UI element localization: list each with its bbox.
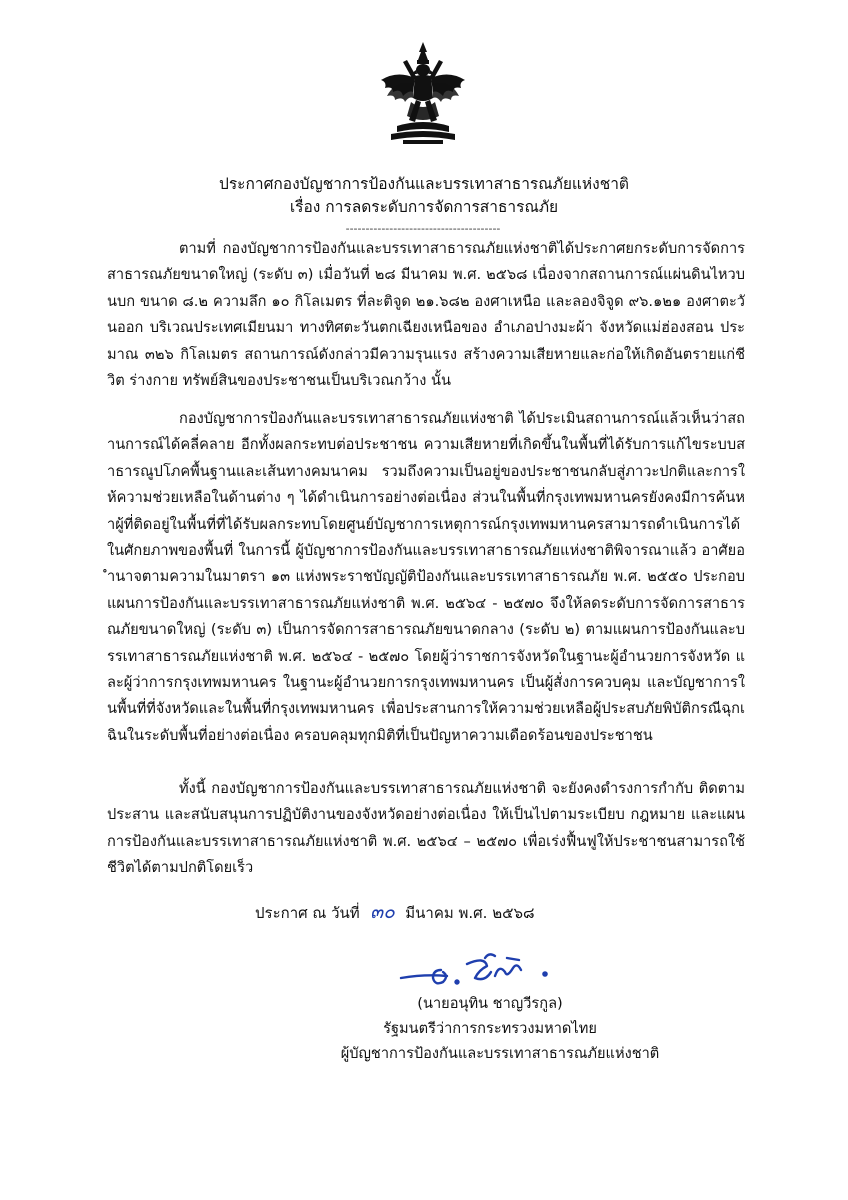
title-separator: --------------------------------------- xyxy=(345,222,501,235)
announcement-date xyxy=(255,900,675,925)
paragraph-conclusion xyxy=(107,776,745,886)
paragraph-2-text: กองบัญชาการป้องกันและบรรเทาสาธารณภัยแห่งชาติ ได้ประเมินสถานการณ์แล้วเห็นว่าสถานการณ์ได้คลี่คลาย อีกทั้งผลกระทบต่อประชาชน ความเสียหายที่เกิดขึ้นในพื้นที่ได้รับการแก้ไขระบบสาธารณูปโภคพื้นฐานและเส้นทางคมนาคม รวมถึงความเป็นอยู่ของประชาชนกลับสู่ภาวะปกติและการให้ความช่วยเหลือในด้านต่าง ๆ ได้ดำเนินการอย่างต่อเนื่อง ส่วนในพื้นที่กรุงเทพมหานครยังคงมีการค้นหาผู้ที่ติดอยู่ในพื้นที่ที่ได้รับผลกระทบโดยศูนย์บัญชาการเหตุการณ์กรุงเทพมหานครสามารถดำเนินการได้ในศักยภาพของพื้นที่ ในการนี้ ผู้บัญชาการป้องกันและบรรเทาสาธารณภัยแห่งชาติพิจารณาแล้ว อาศัยอำนาจตามความในมาตรา ๑๓ แห่งพระราชบัญญัติป้องกันและบรรเทาสาธารณภัย พ.ศ. ๒๕๕๐ ประกอบแผนการป้องกันและบรรเทาสาธารณภัยแห่งชาติ พ.ศ. ๒๕๖๔ - ๒๕๗๐ จึงให้ลดระดับการจัดการสาธารณภัยขนาดใหญ่ (ระดับ ๓) เป็นการจัดการสาธารณภัยขนาดกลาง (ระดับ ๒) ตามแผนการป้องกันและบรรเทาสาธารณภัยแห่งชาติ พ.ศ. ๒๕๖๔ - ๒๕๗๐ โดยผู้ว่าราชการจังหวัดในฐานะผู้อำนวยการจังหวัด และผู้ว่าการกรุงเทพมหานคร ในฐานะผู้อำนวยการกรุงเทพมหานคร เป็นผู้สั่งการควบคุม และบัญชาการในพื้นที่ที่จังหวัดและในพื้นที่กรุงเทพมหานคร เพื่อประสานการให้ความช่วยเหลือผู้ประสบภัยพิบัติกรณีฉุกเฉินในระดับพื้นที่อย่างต่อเนื่อง ครอบคลุมทุกมิติที่เป็นปัญหาความเดือดร้อนของประชาชน xyxy=(107,410,745,744)
date-prefix: ประกาศ ณ วันที่ xyxy=(255,904,360,922)
paragraph-3-text: ทั้งนี้ กองบัญชาการป้องกันและบรรเทาสาธารณภัยแห่งชาติ จะยังคงดำรงการกำกับ ติดตาม ประสาน และสนับสนุนการปฏิบัติงานของจังหวัดอย่างต่อเนื่อง ให้เป็นไปตามระเบียบ กฎหมาย และแผนการป้องกันและบรรเทาสาธารณภัยแห่งชาติ พ.ศ. ๒๕๖๔ – ๒๕๗๐ เพื่อเร่งฟื้นฟูให้ประชาชนสามารถใช้ชีวิตได้ตามปกติโดยเร็ว xyxy=(107,780,745,877)
announcement-subject: เรื่อง การลดระดับการจัดการสาธารณภัย xyxy=(289,198,559,216)
date-suffix: มีนาคม พ.ศ. ๒๕๖๘ xyxy=(405,904,535,922)
announcement-title: ประกาศกองบัญชาการป้องกันและบรรเทาสาธารณภัยแห่งชาติ xyxy=(219,175,629,193)
paragraph-1-text: ตามที่ กองบัญชาการป้องกันและบรรเทาสาธารณภัยแห่งชาติได้ประกาศยกระดับการจัดการสาธารณภัยขนาดใหญ่ (ระดับ ๓) เมื่อวันที่ ๒๘ มีนาคม พ.ศ. ๒๕๖๘ เนื่องจากสถานการณ์แผ่นดินไหวบนบก ขนาด ๘.๒ ความลึก ๑๐ กิโลเมตร ที่ละติจูด ๒๑.๖๘๒ องศาเหนือ และลองจิจูด ๙๖.๑๒๑ องศาตะวันออก บริเวณประเทศเมียนมา ทางทิศตะวันตกเฉียงเหนือของ อำเภอปางมะผ้า จังหวัดแม่ฮ่องสอน ประมาณ ๓๒๖ กิโลเมตร สถานการณ์ดังกล่าวมีความรุนแรง สร้างความเสียหายและก่อให้เกิดอันตรายแก่ชีวิต ร่างกาย ทรัพย์สินของประชาชนเป็นบริเวณกว้าง นั้น xyxy=(107,240,745,390)
signer-position-commander: ผู้บัญชาการป้องกันและบรรเทาสาธารณภัยแห่งชาติ xyxy=(340,1045,660,1062)
paragraph-background xyxy=(107,236,745,396)
date-day-handwritten: ๓๐ xyxy=(370,901,395,923)
paragraph-assessment xyxy=(107,406,745,770)
signer-position-minister: รัฐมนตรีว่าการกระทรวงมหาดไทย xyxy=(383,1020,597,1037)
garuda-emblem-icon xyxy=(373,40,473,146)
handwritten-signature xyxy=(395,948,575,996)
signer-name: (นายอนุทิน ชาญวีรกูล) xyxy=(417,995,563,1012)
